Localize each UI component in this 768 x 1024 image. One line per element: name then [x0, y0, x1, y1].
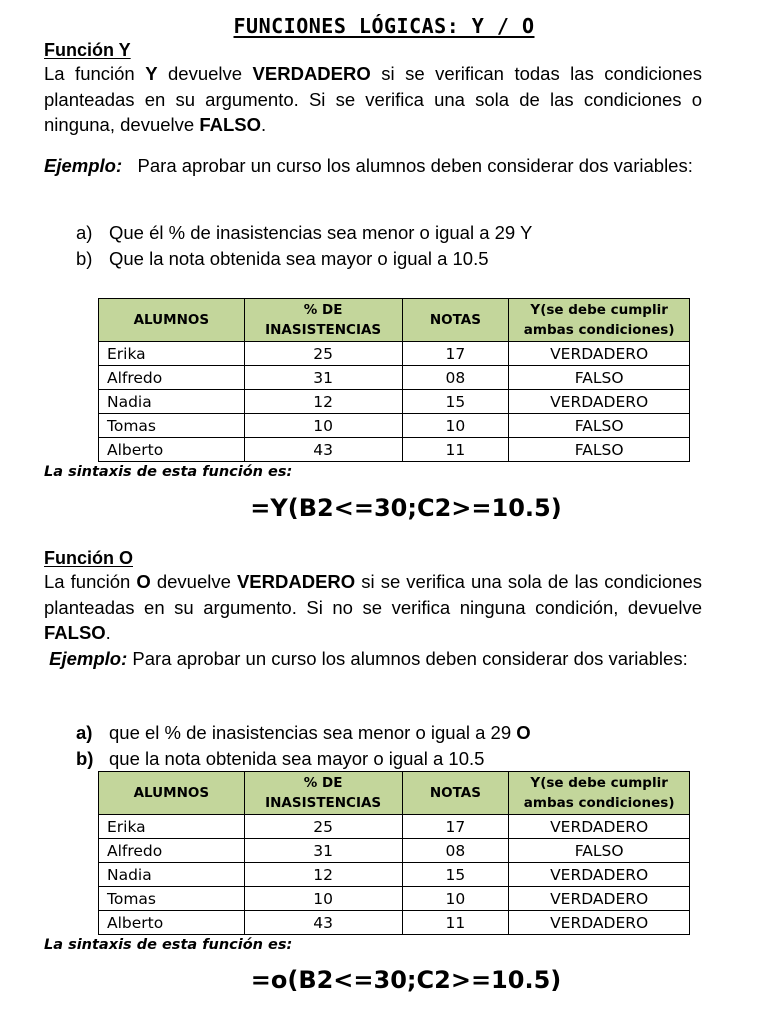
description-funcion-y: La función Y devuelve VERDADERO si se verifican todas las condiciones planteadas en su argumento. Si se verifica una sola de las condiciones o ninguna, devuelve FALSO. — [44, 63, 703, 135]
cell-nota: 11 — [402, 911, 509, 935]
cell-resultado: VERDADERO — [509, 887, 690, 911]
example-funcion-o — [44, 646, 702, 672]
cell-nota: 17 — [402, 815, 509, 839]
cell-resultado: FALSO — [509, 414, 690, 438]
heading-funcion-o: Función O — [44, 548, 133, 568]
example-text: Para aprobar un curso los alumnos deben considerar dos variables: — [132, 648, 688, 669]
header-notas: NOTAS — [402, 299, 509, 342]
cell-alumno: Nadia — [99, 863, 245, 887]
condition-b-funcion-y: b) Que la nota obtenida sea mayor o igual a 10.5 — [76, 248, 489, 269]
document-title: FUNCIONES LÓGICAS: Y / O — [233, 14, 535, 38]
formula-funcion-o: =o(B2<=30;C2>=10.5) — [250, 966, 562, 994]
table-row — [99, 342, 690, 366]
example-funcion-y — [44, 153, 702, 179]
cell-nota: 15 — [402, 390, 509, 414]
cell-nota: 15 — [402, 863, 509, 887]
cell-resultado: VERDADERO — [509, 863, 690, 887]
table-row — [99, 911, 690, 935]
condition-a-funcion-o: a) que el % de inasistencias sea menor o igual a 29 O — [76, 722, 531, 743]
example-text: Para aprobar un curso los alumnos deben considerar dos variables: — [137, 155, 693, 176]
header-alumnos: ALUMNOS — [99, 772, 245, 815]
table-row — [99, 863, 690, 887]
cell-alumno: Alfredo — [99, 839, 245, 863]
header-inasistencias: % DE INASISTENCIAS — [244, 772, 402, 815]
heading-funcion-y: Función Y — [44, 40, 131, 60]
header-alumnos: ALUMNOS — [99, 299, 245, 342]
cell-resultado: VERDADERO — [509, 911, 690, 935]
header-inasistencias: % DE INASISTENCIAS — [244, 299, 402, 342]
cell-nota: 17 — [402, 342, 509, 366]
header-resultado: Y(se debe cumplir ambas condiciones) — [509, 772, 690, 815]
table-header-row — [99, 299, 690, 342]
table-row — [99, 390, 690, 414]
example-label: Ejemplo: — [44, 155, 123, 176]
cell-alumno: Tomas — [99, 887, 245, 911]
table-row — [99, 815, 690, 839]
cell-resultado: VERDADERO — [509, 815, 690, 839]
cell-resultado: VERDADERO — [509, 342, 690, 366]
cell-alumno: Nadia — [99, 390, 245, 414]
cell-inasistencias: 25 — [244, 342, 402, 366]
cell-inasistencias: 25 — [244, 815, 402, 839]
cell-inasistencias: 43 — [244, 911, 402, 935]
cell-nota: 08 — [402, 366, 509, 390]
cell-resultado: FALSO — [509, 839, 690, 863]
cell-resultado: VERDADERO — [509, 390, 690, 414]
table-header-row — [99, 772, 690, 815]
syntax-label-funcion-o: La sintaxis de esta función es: — [44, 937, 293, 953]
cell-resultado: FALSO — [509, 366, 690, 390]
description-funcion-o: La función O devuelve VERDADERO si se verifica una sola de las condiciones planteadas en su argumento. Si no se verifica ninguna condición, devuelve FALSO. — [44, 571, 702, 643]
table-row — [99, 887, 690, 911]
cell-inasistencias: 12 — [244, 390, 402, 414]
cell-nota: 10 — [402, 887, 509, 911]
cell-inasistencias: 43 — [244, 438, 402, 462]
condition-b-funcion-o: b) que la nota obtenida sea mayor o igual a 10.5 — [76, 748, 485, 769]
table-row — [99, 839, 690, 863]
header-notas: NOTAS — [402, 772, 509, 815]
cell-alumno: Alfredo — [99, 366, 245, 390]
table-row — [99, 438, 690, 462]
table-row — [99, 366, 690, 390]
example-label: Ejemplo: — [49, 648, 128, 669]
table-funcion-o — [98, 771, 690, 935]
cell-alumno: Alberto — [99, 911, 245, 935]
cell-inasistencias: 12 — [244, 863, 402, 887]
cell-nota: 11 — [402, 438, 509, 462]
condition-a-funcion-y: a) Que él % de inasistencias sea menor o igual a 29 Y — [76, 222, 533, 243]
cell-nota: 08 — [402, 839, 509, 863]
cell-inasistencias: 31 — [244, 366, 402, 390]
cell-inasistencias: 31 — [244, 839, 402, 863]
cell-nota: 10 — [402, 414, 509, 438]
table-row — [99, 414, 690, 438]
formula-funcion-y: =Y(B2<=30;C2>=10.5) — [250, 494, 562, 522]
cell-resultado: FALSO — [509, 438, 690, 462]
table-funcion-y — [98, 298, 690, 462]
cell-alumno: Erika — [99, 815, 245, 839]
header-resultado: Y(se debe cumplir ambas condiciones) — [509, 299, 690, 342]
cell-alumno: Alberto — [99, 438, 245, 462]
cell-alumno: Tomas — [99, 414, 245, 438]
cell-inasistencias: 10 — [244, 887, 402, 911]
cell-inasistencias: 10 — [244, 414, 402, 438]
cell-alumno: Erika — [99, 342, 245, 366]
syntax-label-funcion-y: La sintaxis de esta función es: — [44, 464, 293, 480]
